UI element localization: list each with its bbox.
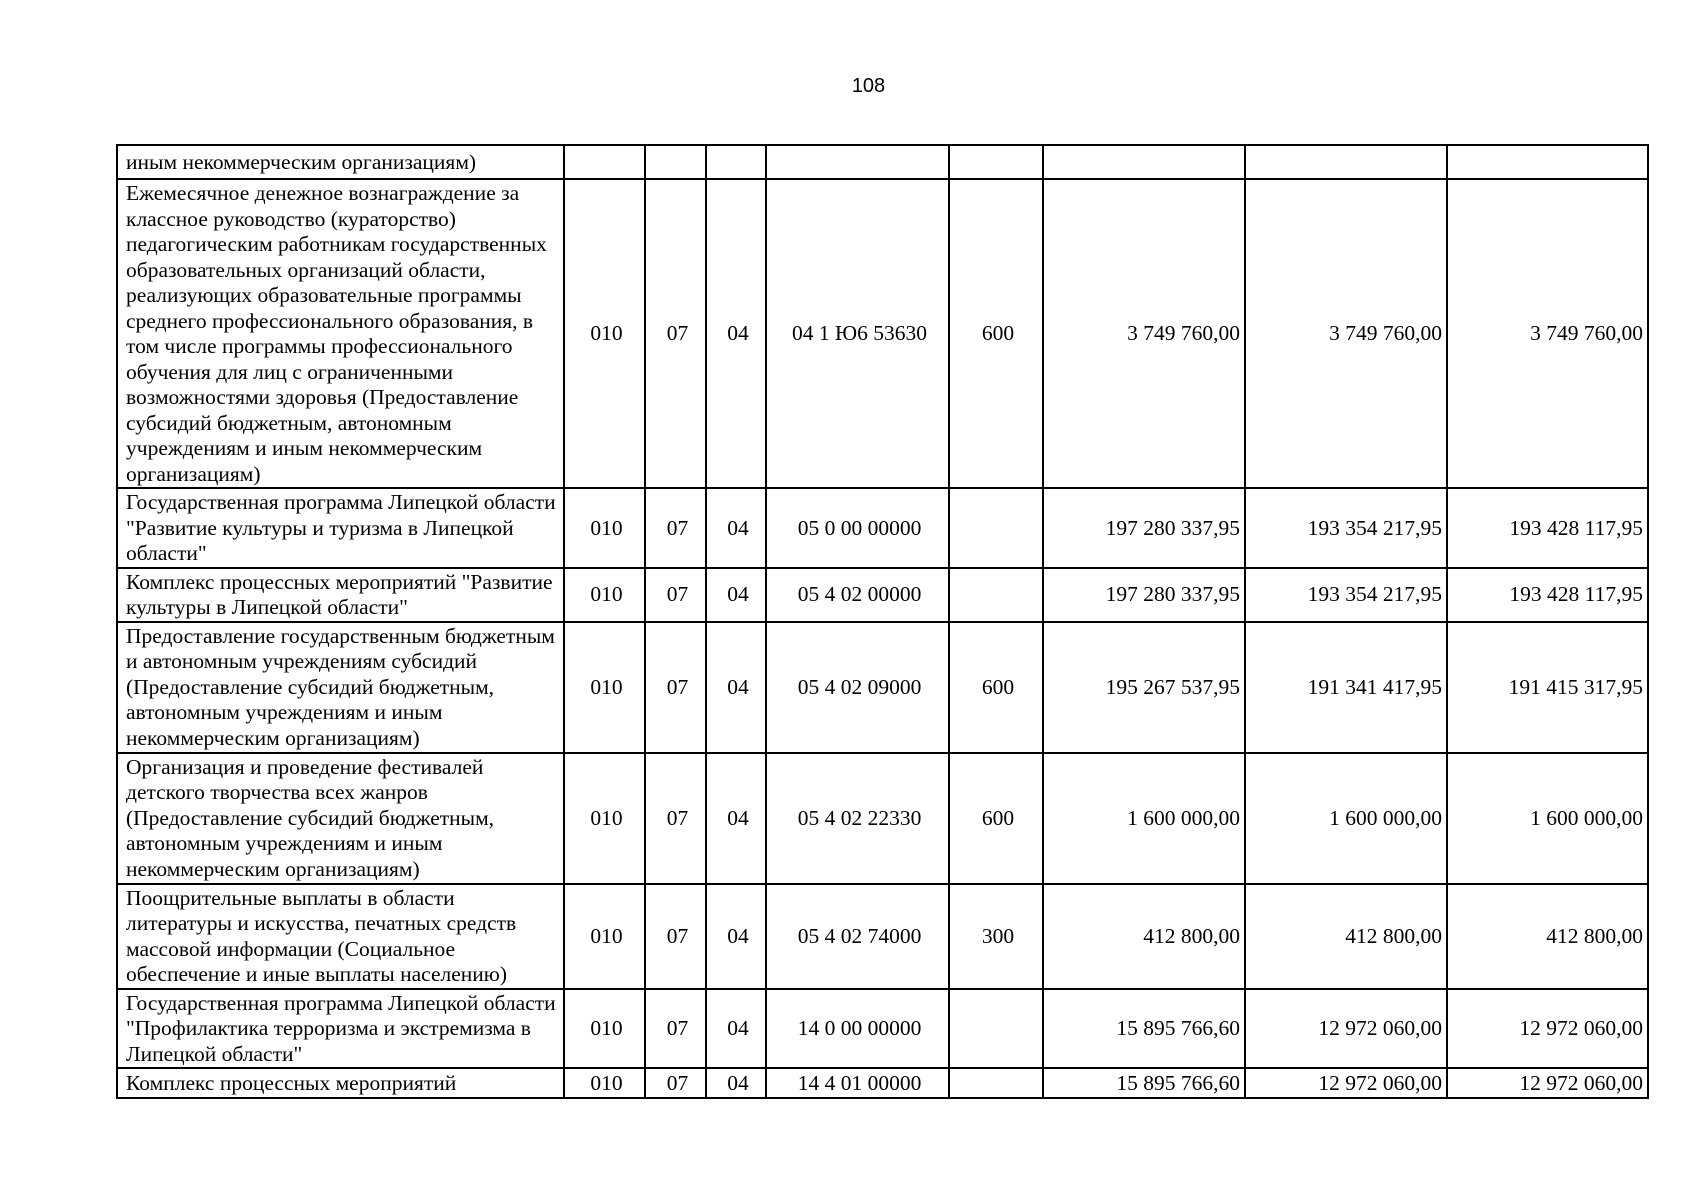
sum-year-2-cell: 1 600 000,00	[1245, 753, 1447, 884]
row-name-cell: Поощрительные выплаты в области литературы и искусства, печатных средств массовой информации (Социальное обеспечение и иные выплаты населению)	[117, 884, 564, 989]
sum-year-1-cell: 412 800,00	[1043, 884, 1245, 989]
sum-year-1-cell: 1 600 000,00	[1043, 753, 1245, 884]
sum-year-2-cell	[1245, 145, 1447, 179]
table-row	[117, 622, 1648, 753]
sum-year-1-cell: 197 280 337,95	[1043, 568, 1245, 622]
subsection-code-cell: 04	[706, 884, 766, 989]
sum-year-2-cell: 412 800,00	[1245, 884, 1447, 989]
ministry-code-cell: 010	[564, 1068, 645, 1098]
row-name-cell: Комплекс процессных мероприятий	[117, 1068, 564, 1098]
sum-year-3-cell: 12 972 060,00	[1447, 989, 1648, 1069]
row-name-cell: Предоставление государственным бюджетным и автономным учреждениям субсидий (Предоставление субсидий бюджетным, автономным учреждениям и иным некоммерческим организациям)	[117, 622, 564, 753]
budget-table	[116, 144, 1649, 1099]
expense-type-cell	[949, 1068, 1043, 1098]
sum-year-3-cell	[1447, 145, 1648, 179]
row-name-cell: Государственная программа Липецкой области "Развитие культуры и туризма в Липецкой области"	[117, 488, 564, 568]
sum-year-2-cell: 193 354 217,95	[1245, 568, 1447, 622]
page-number: 108	[851, 75, 886, 97]
sum-year-2-cell: 193 354 217,95	[1245, 488, 1447, 568]
table-row	[117, 989, 1648, 1069]
subsection-code-cell: 04	[706, 622, 766, 753]
section-code-cell	[645, 145, 706, 179]
expense-type-cell: 600	[949, 622, 1043, 753]
sum-year-3-cell: 3 749 760,00	[1447, 179, 1648, 488]
subsection-code-cell	[706, 145, 766, 179]
sum-year-3-cell: 412 800,00	[1447, 884, 1648, 989]
row-name-cell: Комплекс процессных мероприятий "Развитие культуры в Липецкой области"	[117, 568, 564, 622]
table-row	[117, 568, 1648, 622]
table-row	[117, 753, 1648, 884]
table-row	[117, 179, 1648, 488]
section-code-cell: 07	[645, 884, 706, 989]
target-article-cell: 05 4 02 22330	[766, 753, 949, 884]
section-code-cell: 07	[645, 1068, 706, 1098]
sum-year-1-cell	[1043, 145, 1245, 179]
sum-year-1-cell: 15 895 766,60	[1043, 989, 1245, 1069]
subsection-code-cell: 04	[706, 753, 766, 884]
target-article-cell: 05 4 02 74000	[766, 884, 949, 989]
subsection-code-cell: 04	[706, 568, 766, 622]
expense-type-cell: 300	[949, 884, 1043, 989]
target-article-cell: 14 4 01 00000	[766, 1068, 949, 1098]
target-article-cell: 05 0 00 00000	[766, 488, 949, 568]
table-body	[117, 145, 1648, 1098]
target-article-cell: 05 4 02 00000	[766, 568, 949, 622]
ministry-code-cell: 010	[564, 488, 645, 568]
sum-year-3-cell: 12 972 060,00	[1447, 1068, 1648, 1098]
expense-type-cell	[949, 488, 1043, 568]
row-name-cell: Ежемесячное денежное вознаграждение за классное руководство (кураторство) педагогическим работникам государственных образовательных организаций области, реализующих образовательные программы среднего профессионального образования, в том числе программы профессионального обучения для лиц с ограниченными возможностями здоровья (Предоставление субсидий бюджетным, автономным учреждениям и иным некоммерческим организациям)	[117, 179, 564, 488]
expense-type-cell	[949, 145, 1043, 179]
table-row	[117, 1068, 1648, 1098]
section-code-cell: 07	[645, 568, 706, 622]
sum-year-3-cell: 1 600 000,00	[1447, 753, 1648, 884]
expense-type-cell	[949, 989, 1043, 1069]
subsection-code-cell: 04	[706, 1068, 766, 1098]
table-row	[117, 884, 1648, 989]
subsection-code-cell: 04	[706, 179, 766, 488]
ministry-code-cell: 010	[564, 622, 645, 753]
row-name-cell: иным некоммерческим организациям)	[117, 145, 564, 179]
table-row	[117, 488, 1648, 568]
expense-type-cell: 600	[949, 753, 1043, 884]
target-article-cell: 04 1 Ю6 53630	[766, 179, 949, 488]
sum-year-1-cell: 197 280 337,95	[1043, 488, 1245, 568]
sum-year-3-cell: 193 428 117,95	[1447, 568, 1648, 622]
ministry-code-cell: 010	[564, 989, 645, 1069]
expense-type-cell: 600	[949, 179, 1043, 488]
sum-year-3-cell: 193 428 117,95	[1447, 488, 1648, 568]
ministry-code-cell: 010	[564, 179, 645, 488]
sum-year-2-cell: 12 972 060,00	[1245, 989, 1447, 1069]
row-name-cell: Государственная программа Липецкой области "Профилактика терроризма и экстремизма в Липецкой области"	[117, 989, 564, 1069]
section-code-cell: 07	[645, 488, 706, 568]
section-code-cell: 07	[645, 622, 706, 753]
expense-type-cell	[949, 568, 1043, 622]
row-name-cell: Организация и проведение фестивалей детского творчества всех жанров (Предоставление субсидий бюджетным, автономным учреждениям и иным некоммерческим организациям)	[117, 753, 564, 884]
ministry-code-cell: 010	[564, 884, 645, 989]
section-code-cell: 07	[645, 753, 706, 884]
sum-year-1-cell: 195 267 537,95	[1043, 622, 1245, 753]
section-code-cell: 07	[645, 179, 706, 488]
target-article-cell: 05 4 02 09000	[766, 622, 949, 753]
target-article-cell: 14 0 00 00000	[766, 989, 949, 1069]
sum-year-2-cell: 3 749 760,00	[1245, 179, 1447, 488]
table-row	[117, 145, 1648, 179]
sum-year-2-cell: 191 341 417,95	[1245, 622, 1447, 753]
subsection-code-cell: 04	[706, 989, 766, 1069]
sum-year-1-cell: 3 749 760,00	[1043, 179, 1245, 488]
sum-year-2-cell: 12 972 060,00	[1245, 1068, 1447, 1098]
subsection-code-cell: 04	[706, 488, 766, 568]
ministry-code-cell: 010	[564, 753, 645, 884]
section-code-cell: 07	[645, 989, 706, 1069]
sum-year-1-cell: 15 895 766,60	[1043, 1068, 1245, 1098]
sum-year-3-cell: 191 415 317,95	[1447, 622, 1648, 753]
ministry-code-cell: 010	[564, 568, 645, 622]
target-article-cell	[766, 145, 949, 179]
ministry-code-cell	[564, 145, 645, 179]
